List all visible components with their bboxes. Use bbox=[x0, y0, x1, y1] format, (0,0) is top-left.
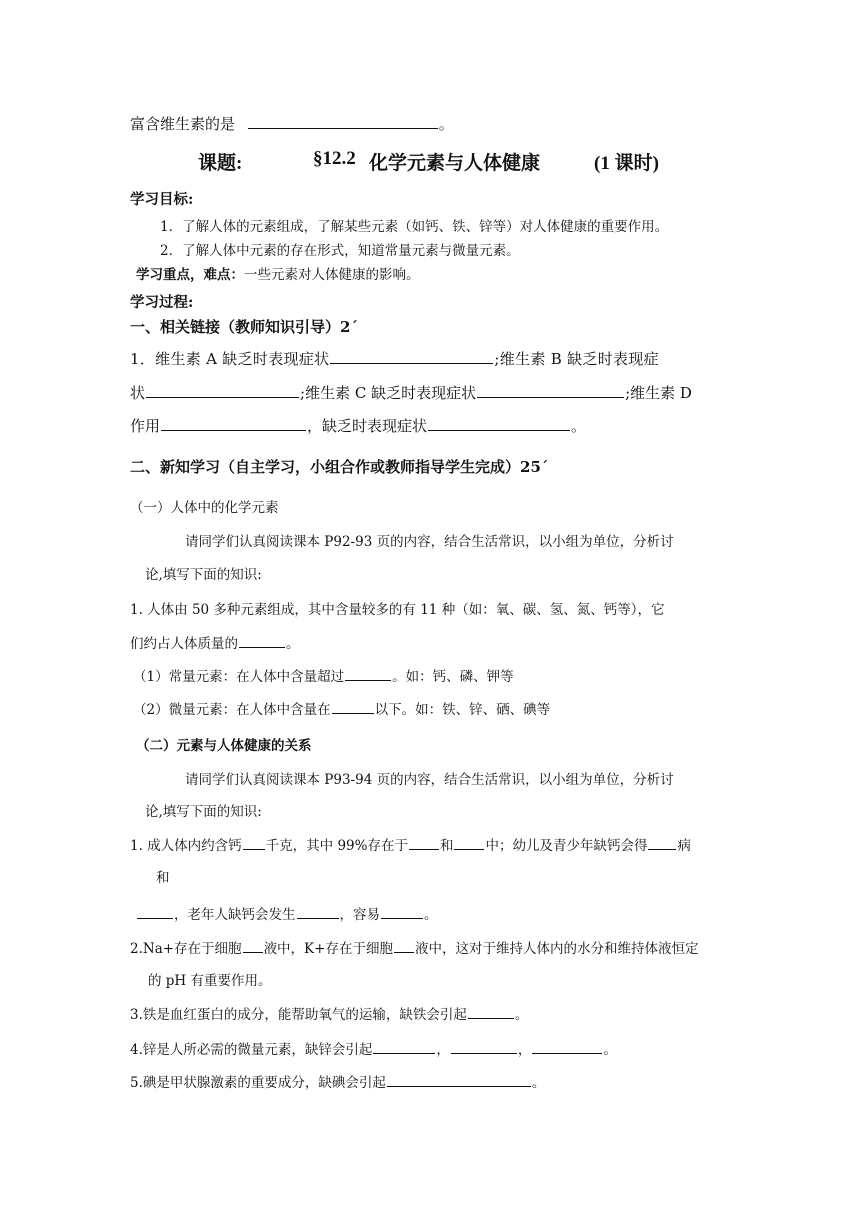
answer-blank bbox=[332, 699, 374, 714]
answer-blank bbox=[345, 666, 391, 681]
question-text: 。 bbox=[603, 1042, 617, 1058]
question-line bbox=[130, 1003, 860, 1023]
key-points bbox=[136, 263, 860, 283]
question-text: 液中，K+存在于细胞 bbox=[263, 941, 393, 957]
process-heading: 学习过程: bbox=[130, 294, 194, 311]
answer-blank bbox=[239, 633, 285, 648]
key-label: 学习重点，难点： bbox=[136, 267, 244, 283]
intro-text: 富含维生素的是 bbox=[130, 115, 236, 133]
question-text: 。如：钙、磷、钾等 bbox=[392, 669, 514, 685]
answer-blank bbox=[468, 1004, 514, 1019]
answer-blank bbox=[297, 904, 339, 919]
answer-blank bbox=[243, 938, 263, 953]
vitamin-line-1 bbox=[130, 348, 860, 369]
question-text: ， bbox=[517, 1042, 532, 1058]
objective-item: 1．了解人体的元素组成，了解某些元素（如钙、铁、锌等）对人体健康的重要作用。 bbox=[160, 219, 669, 235]
question-text: 3.铁是血红蛋白的成分，能帮助氧气的运输，缺铁会引起 bbox=[130, 1007, 467, 1023]
answer-blank bbox=[137, 904, 173, 919]
section1-heading bbox=[130, 496, 860, 516]
vitamin-text: 。 bbox=[571, 417, 587, 435]
title-hours: (1 课时) bbox=[594, 153, 659, 174]
answer-blank bbox=[243, 835, 265, 850]
reading-instruction: 请同学们认真阅读课本 P92-93 页的内容，结合生活常识，以小组为单位，分析讨 bbox=[185, 534, 674, 550]
question-text: 千克，其中 99%存在于 bbox=[265, 838, 408, 854]
question-text: （2）微量元素：在人体中含量在 bbox=[133, 702, 331, 718]
part1-heading: 一、相关链接（教师知识引导）2ˊ bbox=[130, 318, 358, 336]
question-line: 的 pH 有重要作用。 bbox=[148, 973, 272, 989]
reading-instruction: 论,填写下面的知识: bbox=[145, 804, 262, 820]
answer-blank bbox=[532, 1039, 602, 1054]
intro-line bbox=[130, 113, 860, 134]
question-text: 病 bbox=[677, 838, 691, 854]
vitamin-line-3 bbox=[130, 415, 860, 436]
answer-blank bbox=[381, 904, 423, 919]
question-text: 液中，这对于维持人体内的水分和维持体液恒定 bbox=[414, 941, 699, 957]
question-text: 们约占人体质量的 bbox=[130, 636, 238, 652]
vitamin-d-text: ;维生素 D bbox=[625, 384, 692, 402]
question-text: 中；幼儿及青少年缺钙会得 bbox=[485, 838, 648, 854]
vitamin-b-text: ;维生素 B 缺乏时表现症 bbox=[494, 350, 659, 368]
question-line bbox=[130, 1071, 860, 1091]
part2-heading: 二、新知学习（自主学习，小组合作或教师指导学生完成）25ˊ bbox=[130, 458, 549, 476]
answer-blank bbox=[373, 1039, 435, 1054]
question-line bbox=[130, 834, 860, 854]
answer-blank bbox=[330, 349, 493, 364]
question-text: 1. 成人体内约含钙 bbox=[130, 838, 242, 854]
question-text: 。 bbox=[514, 1007, 529, 1023]
key-text: 一些元素对人体健康的影响。 bbox=[244, 267, 420, 283]
question-text: 和 bbox=[439, 838, 454, 854]
question-text: 5.碘是甲状腺激素的重要成分，缺碘会引起 bbox=[130, 1075, 386, 1091]
objective-item: 2．了解人体中元素的存在形式，知道常量元素与微量元素。 bbox=[160, 243, 520, 259]
section2-heading: （二）元素与人体健康的关系 bbox=[136, 738, 312, 754]
question-text: 4.锌是人所必需的微量元素，缺锌会引起 bbox=[130, 1042, 373, 1058]
answer-blank bbox=[454, 835, 484, 850]
intro-end: 。 bbox=[438, 115, 454, 133]
vitamin-text: 作用 bbox=[130, 417, 161, 435]
question-line bbox=[136, 903, 860, 923]
question-text: ， bbox=[436, 1042, 450, 1058]
answer-blank bbox=[394, 938, 414, 953]
answer-blank bbox=[248, 114, 438, 129]
question-line bbox=[130, 632, 860, 652]
answer-blank bbox=[428, 416, 570, 431]
answer-blank bbox=[161, 416, 306, 431]
reading-instruction: 请同学们认真阅读课本 P93-94 页的内容，结合生活常识，以小组为单位，分析讨 bbox=[185, 772, 674, 788]
title-prefix: 课题: bbox=[198, 153, 243, 174]
question-line: 和 bbox=[156, 870, 170, 886]
question-line bbox=[133, 665, 860, 685]
question-text: 。 bbox=[286, 636, 300, 652]
answer-blank bbox=[477, 383, 624, 398]
question-line bbox=[130, 1038, 860, 1058]
title-section: §12.2 bbox=[313, 148, 356, 169]
section1-heading-text: （一）人体中的化学元素 bbox=[130, 500, 279, 516]
question-text: 2.Na+存在于细胞 bbox=[130, 941, 242, 957]
question-text: ，容易 bbox=[339, 907, 380, 923]
answer-blank bbox=[648, 835, 676, 850]
vitamin-c-text: ;维生素 C 缺乏时表现症状 bbox=[300, 384, 477, 402]
objectives-heading: 学习目标: bbox=[130, 191, 194, 208]
answer-blank bbox=[409, 835, 439, 850]
vitamin-line-2 bbox=[130, 382, 860, 403]
reading-instruction: 论,填写下面的知识: bbox=[145, 567, 262, 583]
question-text: 。 bbox=[424, 907, 438, 923]
vitamin-text: ，缺乏时表现症状 bbox=[307, 417, 428, 435]
question-text: 。 bbox=[531, 1075, 546, 1091]
title-name: 化学元素与人体健康 bbox=[369, 153, 541, 174]
answer-blank bbox=[451, 1039, 517, 1054]
question-text: （1）常量元素：在人体中含量超过 bbox=[133, 669, 345, 685]
vitamin-a-text: 1．维生素 A 缺乏时表现症状 bbox=[130, 350, 330, 368]
question-text: ，老年人缺钙会发生 bbox=[174, 907, 296, 923]
question-line bbox=[133, 698, 860, 718]
question-line: 1. 人体由 50 多种元素组成，其中含量较多的有 11 种（如：氧、碳、氢、氮、钙等），它 bbox=[130, 602, 665, 618]
question-text: 以下。如：铁、锌、硒、碘等 bbox=[374, 702, 551, 718]
answer-blank bbox=[146, 383, 299, 398]
question-line bbox=[130, 937, 860, 957]
answer-blank bbox=[387, 1072, 531, 1087]
vitamin-text: 状 bbox=[130, 384, 146, 402]
